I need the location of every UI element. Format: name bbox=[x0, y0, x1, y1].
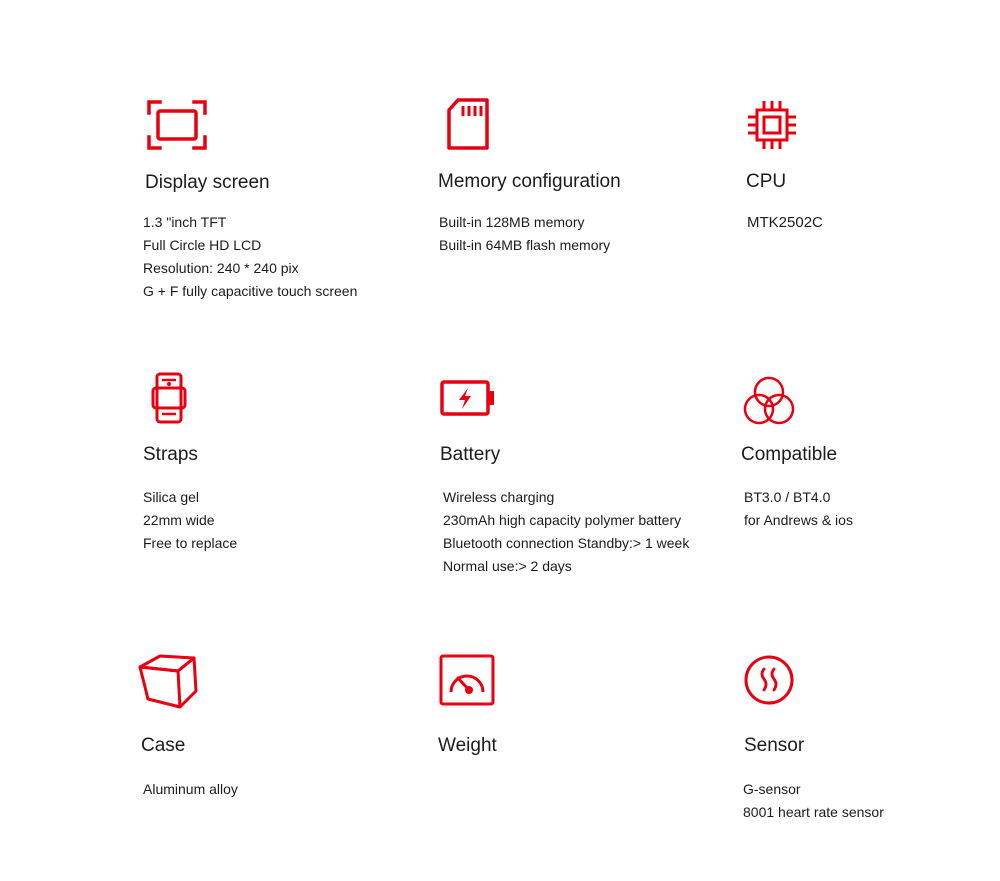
sensor-waves-icon bbox=[743, 654, 795, 706]
battery-line: Wireless charging bbox=[443, 489, 555, 505]
straps-details bbox=[143, 486, 237, 555]
cube-icon bbox=[136, 651, 200, 711]
case-details bbox=[143, 778, 238, 801]
display-title: Display screen bbox=[145, 172, 270, 193]
display-details bbox=[143, 211, 357, 303]
cpu-line: MTK2502C bbox=[747, 214, 823, 231]
display-frame-icon bbox=[146, 99, 208, 151]
battery-line: Normal use:> 2 days bbox=[443, 558, 572, 574]
straps-line: Silica gel bbox=[143, 489, 200, 505]
battery-line: Bluetooth connection Standby:> 1 week bbox=[443, 535, 690, 551]
straps-title: Straps bbox=[143, 444, 198, 465]
case-title: Case bbox=[141, 735, 186, 756]
straps-line: 22mm wide bbox=[143, 512, 215, 528]
memory-line: Built-in 128MB memory bbox=[439, 214, 585, 230]
battery-title: Battery bbox=[440, 444, 501, 465]
venn-circles-icon bbox=[742, 375, 796, 427]
chip-icon bbox=[746, 99, 798, 151]
compatible-title: Compatible bbox=[741, 444, 838, 465]
sensor-line: G-sensor bbox=[743, 781, 801, 797]
battery-icon bbox=[440, 380, 496, 416]
strap-icon bbox=[151, 372, 187, 424]
cpu-title: CPU bbox=[746, 171, 787, 192]
display-line: G + F fully capacitive touch screen bbox=[143, 283, 358, 299]
compatible-details bbox=[744, 486, 853, 532]
sensor-line: 8001 heart rate sensor bbox=[743, 804, 884, 820]
battery-details bbox=[443, 486, 689, 578]
straps-line: Free to replace bbox=[143, 535, 238, 551]
sensor-details bbox=[743, 778, 884, 824]
memory-details bbox=[439, 211, 610, 257]
sd-card-icon bbox=[444, 97, 492, 151]
compatible-line: for Andrews & ios bbox=[744, 512, 853, 528]
memory-line: Built-in 64MB flash memory bbox=[439, 237, 611, 253]
battery-line: 230mAh high capacity polymer battery bbox=[443, 512, 682, 528]
display-line: Resolution: 240 * 240 pix bbox=[143, 260, 299, 276]
cpu-details bbox=[747, 211, 823, 234]
case-line: Aluminum alloy bbox=[143, 781, 238, 797]
weight-title: Weight bbox=[438, 735, 497, 756]
compatible-line: BT3.0 / BT4.0 bbox=[744, 489, 831, 505]
display-line: 1.3 "inch TFT bbox=[143, 214, 227, 230]
display-line: Full Circle HD LCD bbox=[143, 237, 262, 253]
gauge-icon bbox=[439, 654, 495, 706]
sensor-title: Sensor bbox=[744, 735, 805, 756]
memory-title: Memory configuration bbox=[438, 171, 621, 192]
